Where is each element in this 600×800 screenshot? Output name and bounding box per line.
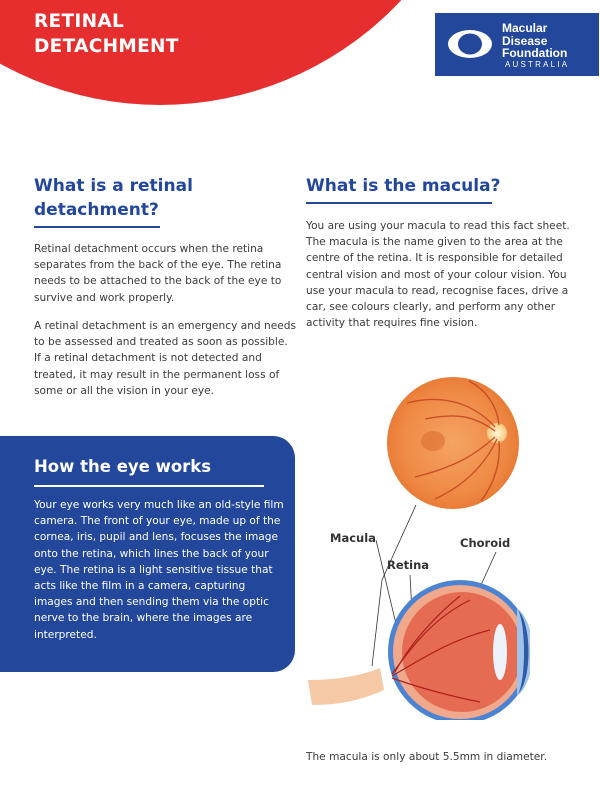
eye-logo-icon xyxy=(447,29,493,59)
macular-disease-foundation-logo[interactable] xyxy=(435,13,599,76)
macula-label: Macula xyxy=(330,531,376,545)
eye-works-paragraph: Your eye works very much like an old-style film camera. The front of your eye, made up of the cornea, iris, pupil and lens, focuses the image onto the retina, which lines the back of your eye. The retina is a light sensitive tissue that acts like the film in a camera, capturing images and then sending them via the optic nerve to the brain, where the images are interpreted. xyxy=(34,499,284,641)
choroid-label: Choroid xyxy=(460,536,511,550)
illustration-caption: The macula is only about 5.5mm in diameter. xyxy=(306,751,548,763)
title-line-1: RETINAL xyxy=(34,11,125,32)
eye-works-heading: How the eye works xyxy=(34,457,212,476)
macula-heading: What is the macula? xyxy=(306,176,501,196)
logo-country: AUSTRALIA xyxy=(505,60,570,69)
logo-name-line-1: Macular xyxy=(502,21,548,35)
eye-works-heading-underline xyxy=(34,485,264,487)
macula-paragraph: You are using your macula to read this fact sheet. The macula is the name given to the area at the centre of the retina. It is responsible for detailed central vision and most of your colour vision. You use your macula to read, recognise faces, drive a car, see colours clearly, and perform any other activity that requires fine vision. xyxy=(306,220,570,330)
retinal-detachment-heading-line-1: What is a retinal xyxy=(34,176,193,196)
retinal-detachment-heading xyxy=(34,174,193,222)
retinal-detachment-paragraph-1: Retinal detachment occurs when the retina separates from the back of the eye. The retina needs to be attached to the back of the eye to survive and work properly. xyxy=(34,243,282,304)
heading-underline xyxy=(34,226,160,228)
logo-name-line-2: Disease xyxy=(502,33,548,48)
retinal-detachment-paragraph-2: A retinal detachment is an emergency and needs to be assessed and treated as soon as possible. If a retinal detachment is not detected and treated, it may result in the permanent loss of some or all the vision in your eye. xyxy=(34,320,297,397)
title-line-2: DETACHMENT xyxy=(34,36,179,57)
page-title xyxy=(34,9,179,59)
retina-fundus-image xyxy=(385,375,521,511)
logo-name-line-3: Foundation xyxy=(502,46,568,60)
retina-label: Retina xyxy=(387,558,430,572)
macula-heading-underline xyxy=(306,202,492,204)
logo-name xyxy=(502,22,567,60)
retinal-detachment-heading-line-2: detachment? xyxy=(34,200,159,220)
